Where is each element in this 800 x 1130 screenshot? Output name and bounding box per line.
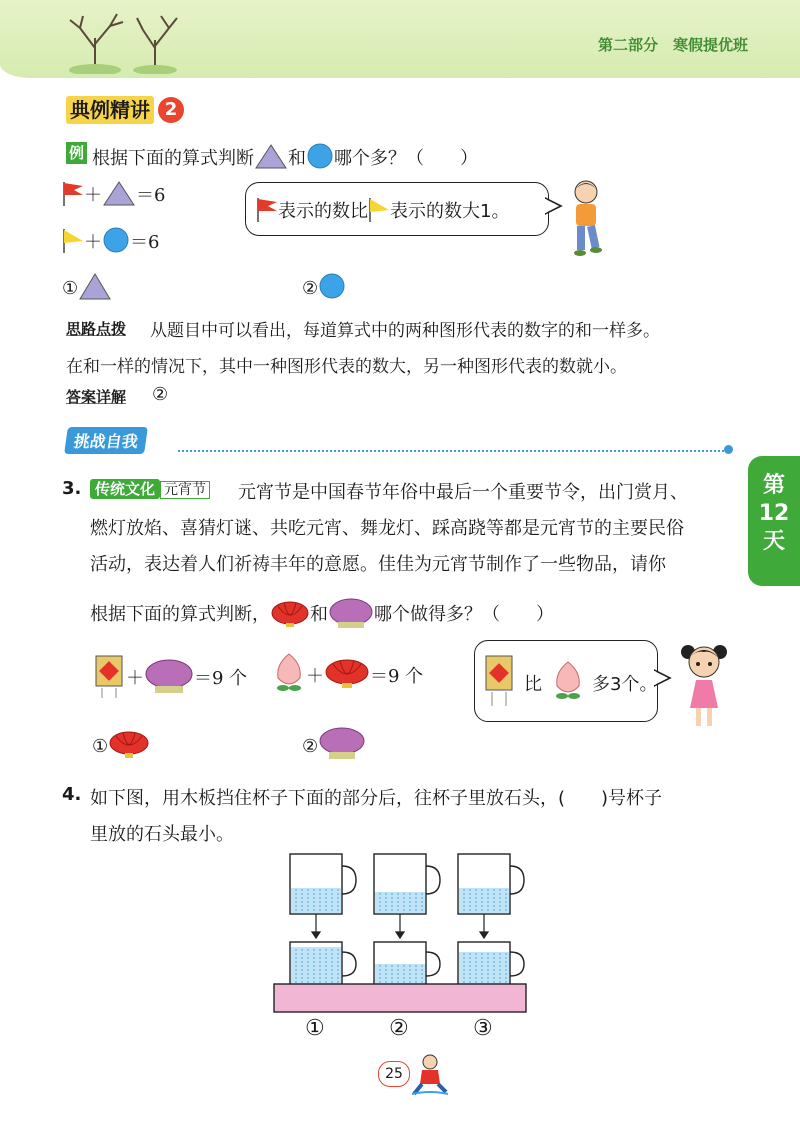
challenge-label: 挑战自我	[64, 427, 148, 454]
purple-lantern-icon	[328, 596, 374, 630]
cup-label-2: ②	[389, 1016, 409, 1041]
triangle-icon	[254, 143, 288, 169]
square-lantern-icon	[482, 648, 516, 710]
wooden-board	[274, 984, 526, 1012]
tree-decoration-icon	[55, 8, 185, 74]
answer-value: ②	[152, 384, 169, 405]
q3-line-2: 燃灯放焰、喜猜灯谜、共吃元宵、舞龙灯、踩高跷等都是元宵节的主要民俗	[90, 518, 684, 539]
q3-number: 3.	[62, 478, 82, 499]
cup-label-1: ①	[305, 1016, 325, 1041]
q4-number: 4.	[62, 784, 82, 805]
hint-text: 表示的数比 表示的数大1。	[256, 196, 509, 223]
red-flag-icon	[256, 196, 278, 222]
runner-character-icon	[410, 1052, 450, 1096]
q3-hint-text: 比 多3个。	[482, 648, 657, 710]
red-lantern-icon	[270, 598, 310, 628]
answer-label: 答案详解	[66, 388, 127, 406]
circle-icon	[102, 226, 130, 254]
red-lantern-icon	[108, 728, 150, 760]
q3-option-2: ②	[302, 724, 366, 762]
analysis-line-1: 从题目中可以看出，每道算式中的两种图形代表的数字的和一样多。	[150, 321, 660, 341]
equation-flag-triangle: ＋ ＝6	[62, 180, 165, 207]
purple-lantern-icon	[318, 724, 366, 762]
triangle-icon	[102, 180, 136, 206]
triangle-icon	[78, 272, 112, 300]
q3-tags	[90, 478, 210, 499]
peach-lantern-icon	[272, 650, 306, 696]
header-title: 第二部分 寒假提优班	[597, 36, 748, 54]
analysis-label: 思路点拨	[66, 320, 127, 338]
page-number: 25	[378, 1061, 410, 1087]
q3-line-4: 根据下面的算式判断， 和 哪个做得多？（ ）	[90, 596, 554, 630]
q4-line-1: 如下图，用木板挡住杯子下面的部分后，往杯子里放石头，( )号杯子	[90, 788, 663, 809]
peach-lantern-icon	[550, 658, 586, 704]
circle-icon	[306, 142, 334, 170]
q3-line-3: 活动，表达着人们祈祷丰年的意愿。佳佳为元宵节制作了一些物品，请你	[90, 554, 666, 575]
q3-equation-2: ＋ ＝9 个	[272, 650, 423, 696]
circle-icon	[318, 272, 346, 300]
cup-label-3: ③	[473, 1016, 493, 1041]
yellow-flag-icon	[62, 227, 84, 253]
bubble-tail	[545, 196, 563, 216]
tag-traditional-culture: 传统文化	[90, 479, 160, 499]
day-tab: 第 12 天	[748, 456, 800, 586]
example-question-text: 根据下面的算式判断 和 哪个多？（ ）	[92, 142, 478, 170]
example-option-2: ②	[302, 272, 346, 300]
section-number-badge: 2	[158, 97, 184, 123]
q3-line-1: 元宵节是中国春节年俗中最后一个重要节令，出门赏月、	[238, 482, 688, 503]
q3-equation-1: ＋ ＝9 个	[92, 650, 247, 700]
tag-lantern-festival: 元宵节	[160, 481, 210, 499]
red-lantern-icon	[324, 656, 370, 692]
red-flag-icon	[62, 180, 84, 206]
section-title: 典例精讲	[66, 96, 154, 124]
q4-line-2: 里放的石头最小。	[90, 824, 234, 845]
q3-option-1: ①	[92, 728, 150, 760]
example-badge: 例	[66, 142, 87, 164]
analysis-line-2: 在和一样的情况下，其中一种图形代表的数大，另一种图形代表的数就小。	[66, 357, 627, 377]
square-lantern-icon	[92, 650, 126, 700]
example-option-1: ①	[62, 272, 112, 300]
yellow-flag-icon	[368, 196, 390, 222]
dotted-divider	[178, 450, 728, 452]
divider-end-dot	[724, 445, 733, 454]
equation-yellowflag-circle: ＋ ＝6	[62, 226, 159, 254]
purple-lantern-icon	[144, 656, 194, 696]
boy-character-icon	[566, 178, 606, 258]
girl-character-icon	[676, 640, 732, 732]
